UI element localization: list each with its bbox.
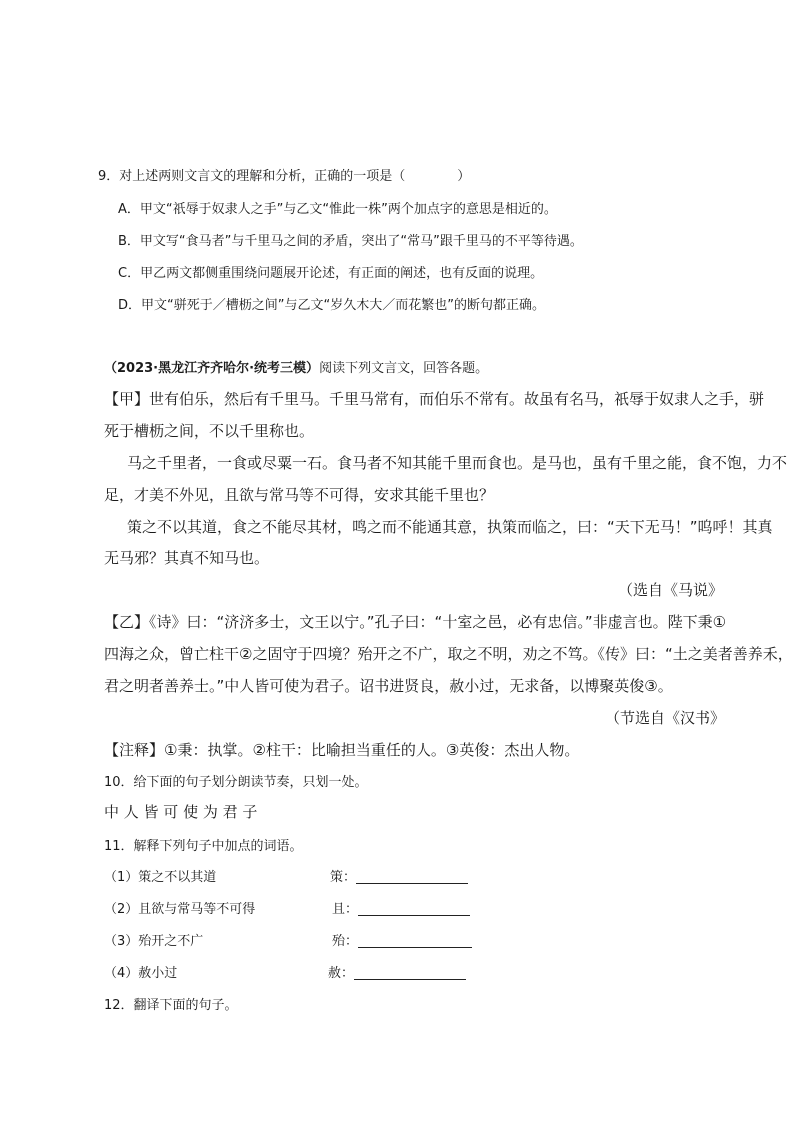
- question-11-answer-3: [332, 930, 472, 949]
- question-11-item-2: [104, 898, 255, 917]
- passage-jia-line-4: 足，才美不外见，且欲与常马等不可得，安求其能千里也？: [104, 486, 495, 504]
- question-11-item-4: [104, 962, 177, 981]
- passage-yi-attribution: （节选自《汉书》: [605, 709, 726, 727]
- passage-jia-line-5: 策之不以其道，食之不能尽其材，鸣之而不能通其意，执策而临之，曰：“天下无马！”呜呼！其真: [127, 518, 773, 536]
- question-9-option-d: D．甲文“骈死于／槽枥之间”与乙文“岁久木大／而花繁也”的断句都正确。: [118, 298, 545, 313]
- exam-source: （2023·黑龙江齐齐哈尔·统考三模）: [104, 361, 320, 376]
- passage-yi-line-1: 【乙】《诗》曰：“济济多士，文王以宁。”孔子曰：“十室之邑，必有忠信。”非虚言也。陛下秉①: [104, 613, 727, 631]
- passage-jia-attribution: （选自《马说》: [618, 581, 724, 599]
- question-10-sentence: 中 人 皆 可 使 为 君 子: [104, 803, 258, 821]
- question-9-option-a: A．甲文“祇辱于奴隶人之手”与乙文“惟此一株”两个加点字的意思是相近的。: [118, 202, 557, 217]
- passage-jia-line-2: 死于槽枥之间，不以千里称也。: [104, 422, 315, 440]
- question-11-answer-4: [328, 962, 466, 981]
- question-11-item-1: [104, 866, 216, 885]
- item-sentence: 殆开之不广: [138, 934, 204, 949]
- passage-jia-line-1: 【甲】世有伯乐，然后有千里马。千里马常有，而伯乐不常有。故虽有名马，祇辱于奴隶人之手，骈: [104, 390, 765, 408]
- answer-label: 赦：: [328, 966, 355, 981]
- question-11-answer-1: [330, 866, 468, 885]
- item-number: （3）: [104, 934, 139, 949]
- answer-blank[interactable]: [356, 869, 468, 884]
- question-9-stem: 9．对上述两则文言文的理解和分析，正确的一项是（ ）: [98, 169, 471, 184]
- answer-label: 殆：: [332, 934, 359, 949]
- question-9-option-b: B．甲文写“食马者”与千里马之间的矛盾，突出了“常马”跟千里马的不平等待遇。: [118, 234, 583, 249]
- answer-blank[interactable]: [358, 901, 470, 916]
- item-number: （1）: [104, 870, 139, 885]
- passage-jia-line-3: 马之千里者，一食或尽粟一石。食马者不知其能千里而食也。是马也，虽有千里之能，食不饱，力不: [127, 454, 788, 472]
- question-11-stem: 11．解释下列句子中加点的词语。: [104, 839, 303, 854]
- item-sentence: 且欲与常马等不可得: [138, 902, 256, 917]
- answer-blank[interactable]: [354, 965, 466, 980]
- passage-instruction: 阅读下列文言文，回答各题。: [319, 361, 489, 376]
- passage-jia-line-6: 无马邪？其真不知马也。: [104, 549, 270, 567]
- question-9-option-c: C．甲乙两文都侧重围绕问题展开论述，有正面的阐述，也有反面的说理。: [118, 266, 544, 281]
- item-sentence: 策之不以其道: [138, 870, 217, 885]
- question-11-answer-2: [332, 898, 470, 917]
- question-11-item-3: [104, 930, 203, 949]
- question-10-stem: 10．给下面的句子划分朗读节奏，只划一处。: [104, 775, 368, 790]
- item-number: （2）: [104, 902, 139, 917]
- answer-label: 且：: [332, 902, 359, 917]
- item-number: （4）: [104, 966, 139, 981]
- item-sentence: 赦小过: [138, 966, 178, 981]
- notes: 【注释】①秉：执掌。②柱干：比喻担当重任的人。③英俊：杰出人物。: [104, 741, 580, 759]
- question-12-stem: 12．翻译下面的句子。: [104, 998, 238, 1013]
- answer-blank[interactable]: [358, 933, 472, 948]
- passage-yi-line-2: 四海之众，曾亡柱干②之固守于四境？殆开之不广，取之不明，劝之不笃。《传》曰：“土之美者善养禾，: [104, 645, 793, 663]
- passage-intro: [104, 357, 488, 376]
- answer-label: 策：: [330, 870, 357, 885]
- passage-yi-line-3: 君之明者善养士。”中人皆可使为君子。诏书进贤良，赦小过，无求备，以博聚英俊③。: [104, 677, 673, 695]
